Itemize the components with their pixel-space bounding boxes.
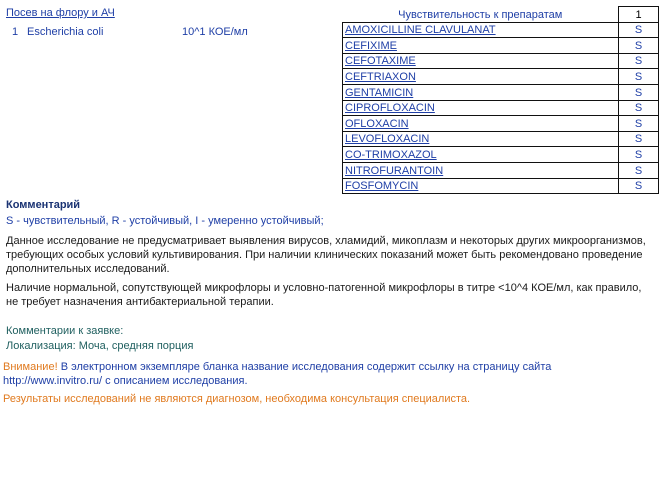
sensitivity-header-row xyxy=(343,7,659,23)
table-row xyxy=(343,162,659,178)
table-row xyxy=(343,131,659,147)
table-row xyxy=(343,84,659,100)
table-row xyxy=(343,100,659,116)
drug-result: S xyxy=(619,22,659,38)
table-row xyxy=(343,53,659,69)
sensitivity-column-number: 1 xyxy=(619,7,659,23)
drug-name[interactable]: NITROFURANTOIN xyxy=(343,162,619,178)
comment-paragraph-viruses: Данное исследование не предусматривает выявления вирусов, хламидий, микоплазм и некоторых других микроорганизмов, требующих особых условий культивирования. При наличии клинических показаний может быть рекомендовано проведение дополнительных исследований. xyxy=(6,235,646,275)
drug-name[interactable]: CEFTRIAXON xyxy=(343,69,619,85)
drug-name[interactable]: GENTAMICIN xyxy=(343,84,619,100)
drug-result: S xyxy=(619,53,659,69)
table-row xyxy=(343,116,659,132)
drug-name[interactable]: CIPROFLOXACIN xyxy=(343,100,619,116)
drug-result: S xyxy=(619,100,659,116)
organism-number: 1 xyxy=(12,26,19,38)
drug-result: S xyxy=(619,178,659,194)
drug-result: S xyxy=(619,38,659,54)
drug-result: S xyxy=(619,162,659,178)
electronic-copy-notice xyxy=(3,360,653,388)
section-title-link[interactable]: Посев на флору и АЧ xyxy=(6,7,115,19)
drug-name[interactable]: AMOXICILLINE CLAVULANAT xyxy=(343,22,619,38)
drug-result: S xyxy=(619,131,659,147)
comment-heading: Комментарий xyxy=(6,199,81,211)
drug-result: S xyxy=(619,116,659,132)
request-localization: Локализация: Моча, средняя порция xyxy=(6,340,194,352)
invitro-link[interactable]: http://www.invitro.ru/ xyxy=(3,375,103,387)
table-row xyxy=(343,22,659,38)
warning-label: Внимание! xyxy=(3,361,58,373)
table-row xyxy=(343,38,659,54)
drug-name[interactable]: CO-TRIMOXAZOL xyxy=(343,147,619,163)
drug-result: S xyxy=(619,69,659,85)
notice-text-after: с описанием исследования. xyxy=(102,375,248,387)
organism-titer: 10^1 КОЕ/мл xyxy=(182,26,248,38)
sensitivity-table xyxy=(342,6,659,194)
drug-name[interactable]: CEFIXIME xyxy=(343,38,619,54)
table-row xyxy=(343,69,659,85)
disclaimer: Результаты исследований не являются диагнозом, необходима консультация специалиста. xyxy=(3,393,471,405)
drug-name[interactable]: OFLOXACIN xyxy=(343,116,619,132)
notice-text: В электронном экземпляре бланка название исследования содержит ссылку на страницу сайта xyxy=(57,361,552,373)
table-row xyxy=(343,147,659,163)
drug-name[interactable]: CEFOTAXIME xyxy=(343,53,619,69)
comment-paragraph-microflora: Наличие нормальной, сопутствующей микрофлоры и условно-патогенной микрофлоры в титре <10^4 КОЕ/мл, как правило, не требует назначения антибактериальной терапии. xyxy=(6,282,642,308)
request-comment-heading: Комментарии к заявке: xyxy=(6,325,124,337)
sensitivity-header: Чувствительность к препаратам xyxy=(343,7,619,23)
organism-row xyxy=(12,26,332,40)
sensitivity-legend: S - чувствительный, R - устойчивый, I - умеренно устойчивый; xyxy=(6,215,324,227)
drug-name[interactable]: FOSFOMYCIN xyxy=(343,178,619,194)
drug-result: S xyxy=(619,147,659,163)
drug-name[interactable]: LEVOFLOXACIN xyxy=(343,131,619,147)
table-row xyxy=(343,178,659,194)
organism-name: Escherichia coli xyxy=(27,26,104,38)
drug-result: S xyxy=(619,84,659,100)
